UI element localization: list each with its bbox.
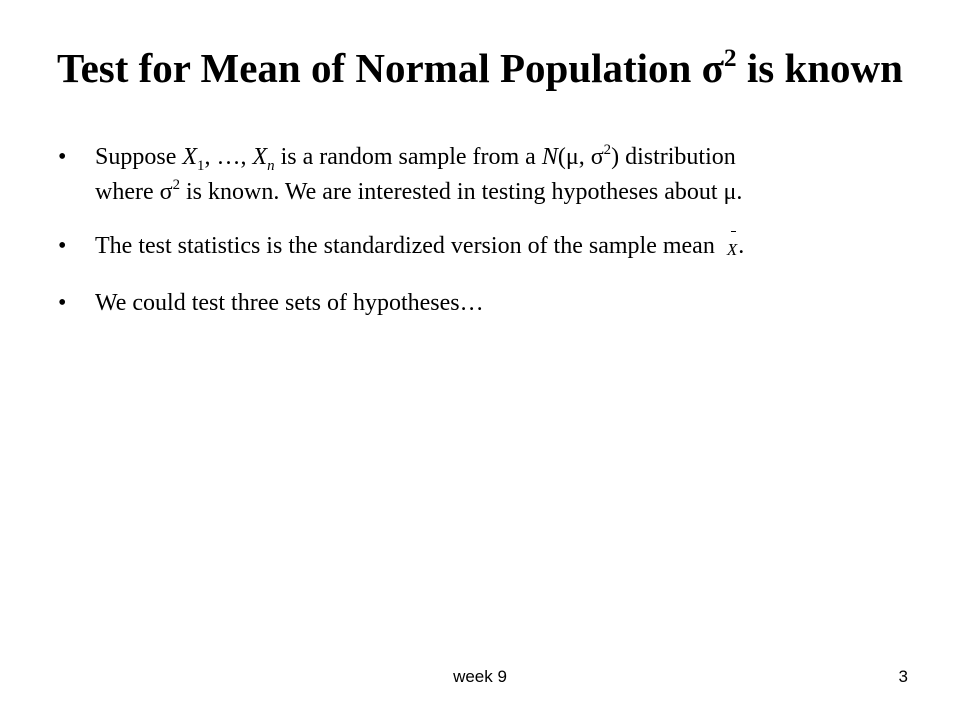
bullet-item-1 [58, 140, 928, 210]
bullet-marker-2: • [58, 233, 67, 259]
bullet-1-text-g: is known. We are interested in testing hypotheses about μ. [180, 179, 743, 205]
bullet-1-text-c: is a random sample from a [274, 144, 542, 170]
x-bar-symbol [727, 232, 737, 267]
var-xn: X [252, 144, 268, 170]
bullet-2-text: The test statistics is the standardized version of the sample mean [95, 233, 721, 259]
page-number: 3 [898, 667, 908, 686]
slide-title [0, 40, 960, 96]
var-x1: X [182, 144, 198, 170]
subscript-1: 1 [197, 157, 205, 174]
bullet-1-line-2 [95, 175, 928, 210]
title-suffix: is known [736, 45, 903, 91]
bullet-marker-3: • [58, 290, 67, 316]
bullet-1-text-b: , …, [204, 144, 253, 170]
superscript-sigma-1: 2 [603, 142, 612, 159]
bullet-1-text-e: ) distribution [611, 144, 736, 170]
bullet-3-line: We could test three sets of hypotheses… [95, 290, 484, 316]
superscript-sigma-2: 2 [172, 177, 181, 194]
footer-label: week 9 [453, 667, 507, 686]
title-text: Test for Mean of Normal Population σ [57, 45, 724, 91]
var-n-normal: N [541, 144, 558, 170]
bullet-item-3 [58, 286, 928, 321]
bullet-marker-1: • [58, 144, 67, 170]
bullet-list [58, 140, 928, 340]
bullet-item-2 [58, 229, 928, 267]
subscript-n: n [267, 157, 275, 174]
bullet-1-text-d: (μ, σ [557, 144, 604, 170]
bullet-1-line-1 [95, 140, 928, 175]
title-superscript: 2 [723, 44, 737, 73]
bullet-1-text-a: Suppose [95, 144, 183, 170]
bullet-1-text-f: where σ [95, 179, 173, 205]
bullet-2-period: . [738, 233, 745, 259]
x-bar-letter: X [726, 240, 738, 259]
bullet-2-line [95, 229, 928, 267]
x-bar-overline [731, 231, 736, 232]
